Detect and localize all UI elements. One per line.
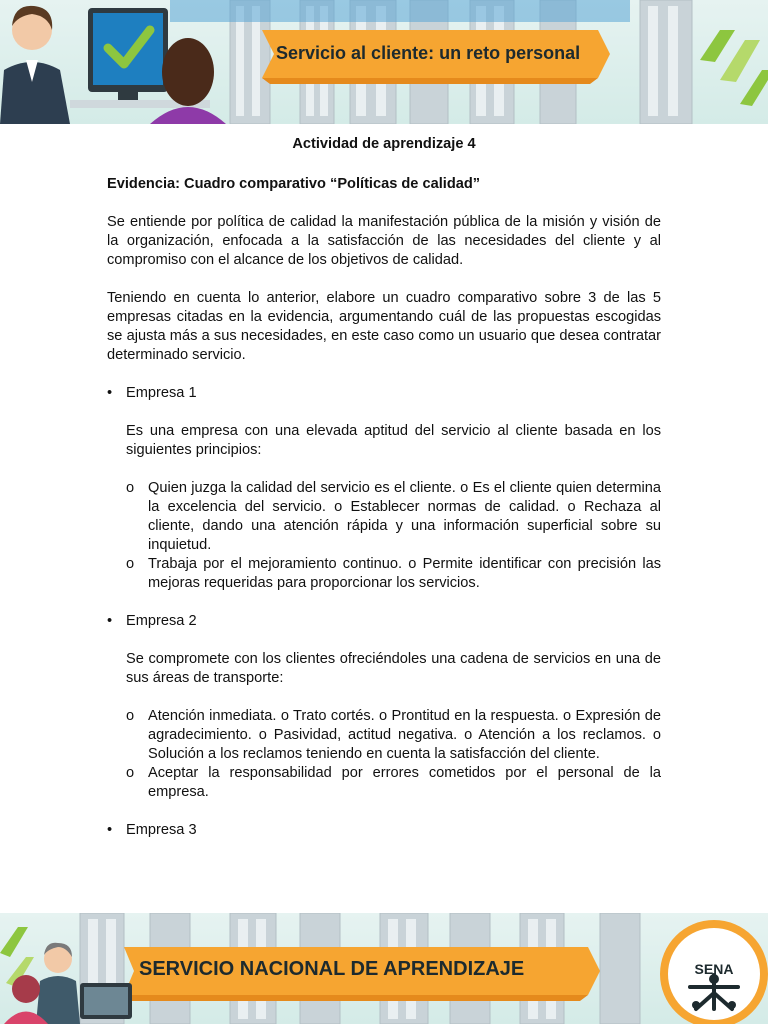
company-item	[107, 821, 661, 840]
header-banner-title: Servicio al cliente: un reto personal	[276, 43, 581, 63]
list-item-text: Atención inmediata. o Trato cortés. o Prontitud en la respuesta. o Expresión de agradecimiento. o Pasividad, actitud negativa. o Atención a los reclamos. o Solución a los reclamos teniendo en cuenta la satisfacción del cliente.	[148, 708, 661, 762]
company-description: Se compromete con los clientes ofreciéndoles una cadena de servicios en una de sus áreas de transporte:	[126, 651, 661, 686]
sub-bullet-mark: o	[126, 480, 135, 496]
evidence-heading: Evidencia: Cuadro comparativo “Políticas de calidad”	[107, 176, 481, 192]
sub-bullet-mark: o	[126, 708, 135, 724]
sub-bullet-mark: o	[126, 765, 135, 781]
intro-paragraph: Se entiende por política de calidad la manifestación pública de la misión y visión de la organización, enfocada a la satisfacción de las necesidades del cliente y al compromiso con el alcance de los objetivos de calidad.	[107, 214, 661, 268]
company-item	[107, 384, 661, 403]
list-item	[107, 479, 661, 555]
company-name: Empresa 3	[126, 822, 197, 838]
company-description: Es una empresa con una elevada aptitud del servicio al cliente basada en los siguientes principios:	[126, 423, 661, 458]
footer-banner	[0, 913, 768, 1024]
bullet-mark: •	[107, 385, 113, 401]
sub-bullet-mark: o	[126, 556, 135, 572]
principles-list	[107, 479, 661, 593]
document-body	[107, 130, 661, 840]
list-item	[107, 555, 661, 593]
document-title: Actividad de aprendizaje 4	[292, 136, 476, 152]
list-item-text: Trabaja por el mejoramiento continuo. o Permite identificar con precisión las mejoras requeridas para proporcionar los servicios.	[148, 556, 661, 591]
bullet-mark: •	[107, 822, 113, 838]
company-item	[107, 612, 661, 631]
bullet-mark: •	[107, 613, 113, 629]
list-item	[107, 764, 661, 802]
company-name: Empresa 2	[126, 613, 197, 629]
list-item	[107, 707, 661, 764]
list-item-text: Quien juzga la calidad del servicio es el cliente. o Es el cliente quien determina la excelencia del servicio. o Establecer normas de calidad. o Rechaza al cliente, dando una atención rápida y una información superficial sobre su inquietud.	[148, 480, 661, 553]
sena-logo-text: SENA	[694, 961, 734, 977]
services-list	[107, 707, 661, 802]
header-banner	[0, 0, 768, 124]
footer-banner-title: SERVICIO NACIONAL DE APRENDIZAJE	[139, 958, 525, 980]
list-item-text: Aceptar la responsabilidad por errores cometidos por el personal de la empresa.	[148, 765, 661, 800]
company-name: Empresa 1	[126, 385, 197, 401]
instruction-paragraph: Teniendo en cuenta lo anterior, elabore un cuadro comparativo sobre 3 de las 5 empresas citadas en la evidencia, argumentando cuál de las propuestas escogidas se ajusta más a sus necesidades, en este caso como un usuario que desea contratar determinado servicio.	[107, 290, 661, 363]
